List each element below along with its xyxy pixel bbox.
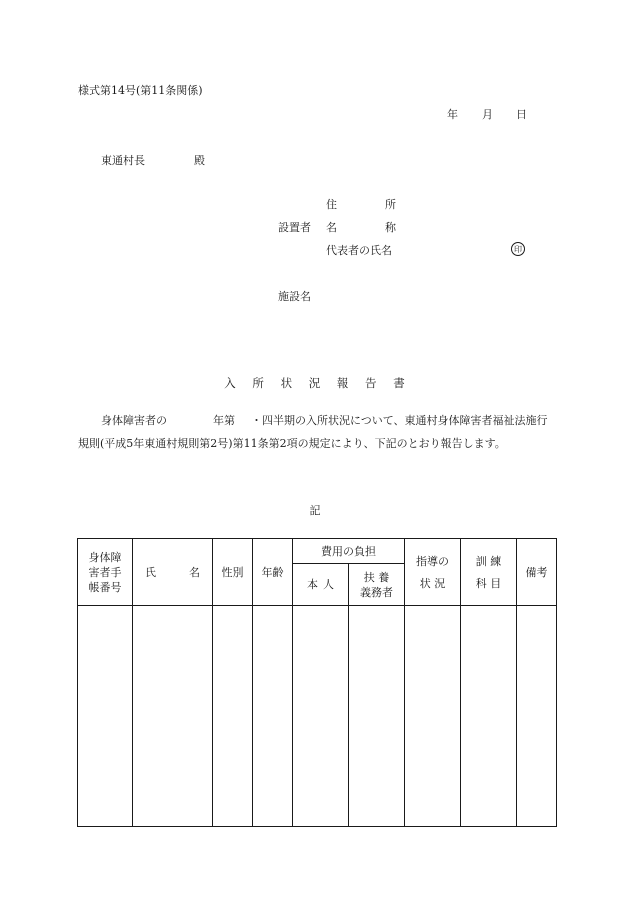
body-part-3: ・四半期の入所状況について、東通村身体障害者福祉法施行規則(平成5年東通村規則第2号)第11条第2項の規定により、下記のとおり報告します。 (78, 414, 548, 450)
header-self-first: 本 (307, 578, 318, 591)
header-handbook-line-2: 害者手 (88, 565, 122, 579)
header-training-line-2: 科 目 (475, 576, 502, 590)
address-label-first: 住 (326, 198, 337, 211)
cell-sex[interactable] (213, 606, 253, 827)
header-remarks: 備考 (517, 539, 557, 606)
header-age: 年齢 (253, 539, 293, 606)
ki-heading: 記 (309, 504, 321, 517)
header-handbook-line-1: 身体障 (88, 550, 122, 564)
header-training (461, 539, 517, 606)
header-training-line-1: 訓 練 (475, 554, 502, 568)
setter-label: 設置者 (278, 221, 311, 234)
header-name-second: 名 (189, 565, 200, 579)
cell-guardian[interactable] (349, 606, 405, 827)
name-label-first: 名 (326, 221, 337, 234)
header-self-second: 人 (323, 578, 334, 591)
date-year-label: 年 (447, 108, 458, 121)
seal-mark: 印 (511, 242, 525, 256)
cell-training[interactable] (461, 606, 517, 827)
recipient: 東通村長 (101, 154, 145, 167)
header-name (133, 539, 213, 606)
header-guidance-line-2: 状 況 (419, 576, 446, 590)
facility-label: 施設名 (278, 290, 311, 303)
document-title: 入 所 状 況 報 告 書 (224, 376, 406, 390)
cell-name[interactable] (133, 606, 213, 827)
address-label-second: 所 (385, 198, 396, 211)
representative-label: 代表者の氏名 (326, 244, 392, 257)
header-cost-burden: 費用の負担 (293, 539, 405, 564)
header-guardian-line-2: 義務者 (360, 585, 393, 599)
name-label-second: 称 (385, 221, 396, 234)
header-guidance (405, 539, 461, 606)
cell-guidance[interactable] (405, 606, 461, 827)
cell-age[interactable] (253, 606, 293, 827)
header-guardian (349, 564, 405, 606)
date-day-label: 日 (516, 108, 527, 121)
header-handbook-number (78, 539, 133, 606)
report-table (77, 538, 557, 827)
honorific: 殿 (194, 154, 205, 167)
form-number: 様式第14号(第11条関係) (78, 84, 203, 97)
header-name-first: 氏 (145, 565, 156, 579)
header-sex: 性別 (213, 539, 253, 606)
cell-handbook-number[interactable] (78, 606, 133, 827)
header-guardian-line-1: 扶 養 (363, 570, 390, 584)
body-paragraph (78, 410, 558, 455)
header-handbook-line-3: 帳番号 (88, 580, 122, 594)
header-guidance-line-1: 指導の (416, 554, 449, 568)
body-part-2: 年第 (213, 414, 235, 427)
header-self (293, 564, 349, 606)
cell-remarks[interactable] (517, 606, 557, 827)
body-part-1: 身体障害者の (101, 414, 167, 427)
date-month-label: 月 (482, 108, 493, 121)
cell-self[interactable] (293, 606, 349, 827)
